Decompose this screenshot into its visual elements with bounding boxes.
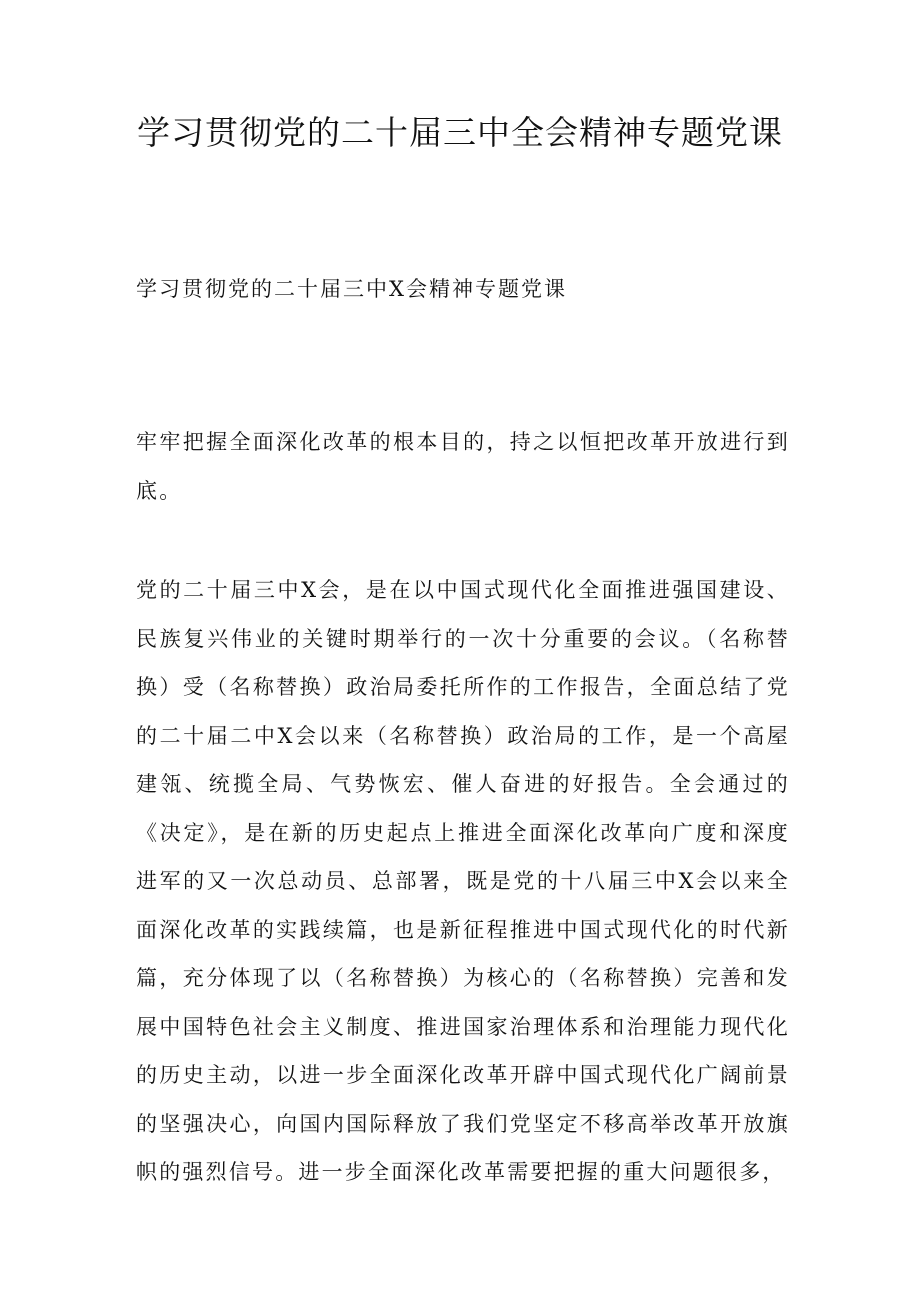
document-title: 学习贯彻党的二十届三中全会精神专题党课: [137, 113, 783, 152]
document-subtitle: 学习贯彻党的二十届三中X会精神专题党课: [136, 277, 567, 301]
paragraph-2: 党的二十届三中X会，是在以中国式现代化全面推进强国建设、民族复兴伟业的关键时期举行的一次十分重要的会议。（名称替换）受（名称替换）政治局委托所作的工作报告，全面总结了党的二十届二中X会以来（名称替换）政治局的工作，是一个高屋建瓴、统揽全局、气势恢宏、催人奋进的好报告。全会通过的《决定》，是在新的历史起点上推进全面深化改革向广度和深度进军的又一次总动员、总部署，既是党的十八届三中X会以来全面深化改革的实践续篇，也是新征程推进中国式现代化的时代新篇，充分体现了以（名称替换）为核心的（名称替换）完善和发展中国特色社会主义制度、推进国家治理体系和治理能力现代化的历史主动，以进一步全面深化改革开辟中国式现代化广阔前景的坚强决心，向国内国际释放了我们党坚定不移高举改革开放旗帜的强烈信号。进一步全面深化改革需要把握的重大问题很多，: [136, 578, 790, 1184]
paragraph-1: 牢牢把握全面深化改革的根本目的，持之以恒把改革开放进行到底。: [136, 430, 790, 503]
